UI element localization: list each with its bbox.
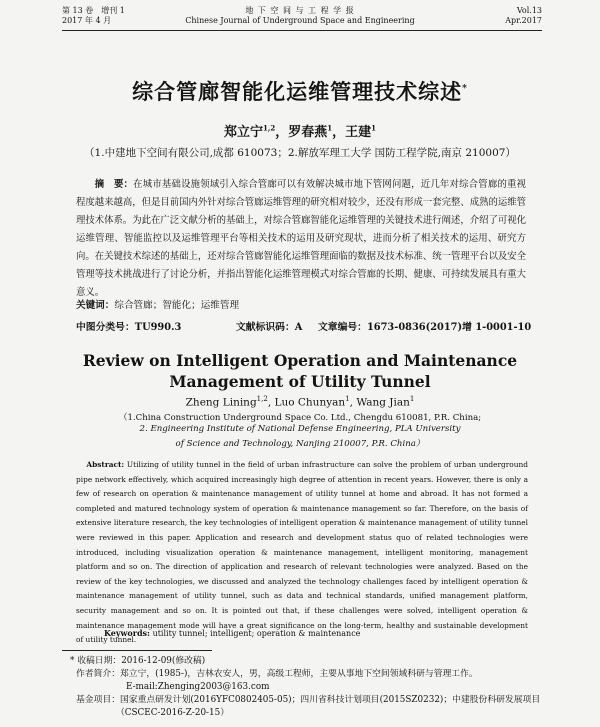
header-rule [62,30,542,31]
affiliation-cn: （1.中建地下空间有限公司,成都 610073；2.解放军理工大学 国防工程学院,南京 210007） [84,147,516,159]
footnote-received: * 收稿日期：2016-12-09(修改稿) [70,656,206,666]
document-code: 文献标识码：A [236,322,303,333]
footnote-email: E-mail:Zhenging2003@163.com [126,682,270,692]
affiliation-en-line2: 2. Engineering Institute of National Defense Engineering, PLA University [139,424,461,434]
title-cn: 综合管廊智能化运维管理技术综述* [132,79,468,104]
title-en-line2: Management of Utility Tunnel [169,372,431,391]
abstract-cn: 摘 要：在城市基础设施领域引入综合管廊可以有效解决城市地下管网问题，近几年对综合管廊的重视程度越来越高，但是目前国内外针对综合管廊运维管理的研究相对较少，还没有形成一套完整、成熟的运维管理技术体系。为此在广泛文献分析的基础上，对综合管廊智能化运维管理的关键技术进行阐述，介绍了可视化运维管理、智能监控以及运维管理平台等相关技术的运用及研究现状，进而分析了相关技术的运用、研究方向。在关键技术综述的基础上，还对综合管廊智能化运维管理面临的数据及技术标准、统一管理平台以及安全管理等技术挑战进行了讨论分析，并指出智能化运维管理模式对综合管廊的长期、健康、可持续发展具有重大意义。 [76,179,527,298]
article-number: 文章编号：1673-0836(2017)增 1-0001-10 [318,322,532,333]
clc-number: 中图分类号：TU990.3 [76,322,182,333]
header-issue: 第 13 卷 增刊 1 2017 年 4 月 [62,6,125,25]
header-journal: 地 下 空 间 与 工 程 学 报 Chinese Journal of Underground Space and Engineering [185,6,415,25]
authors-en: Zheng Lining$^{1,2}$, Luo Chunyan$^1$, Wang Jian$^1$ [185,395,415,409]
footnote-rule [62,650,212,651]
keywords-cn: 关键词：综合管廊；智能化；运维管理 [76,300,240,311]
footnote-fund: 基金项目：国家重点研发计划(2016YFC0802405-05)；四川省科技计划项目(2015SZ0232)；中建股份科研发展项目 [76,695,541,705]
authors-cn: 郑立宁$^{1,2}$，罗春燕$^1$，王建$^1$ [224,123,376,140]
affiliation-en-line3: of Science and Technology, Nanjing 210007, P.R. China） [175,439,425,449]
keywords-en: Keywords: utility tunnel; intelligent; operation & maintenance [104,628,361,638]
footnote-author-info: 作者简介：郑立宁，(1985-)，吉林农安人，男，高级工程师，主要从事地下空间领域科研与管理工作。 [76,669,478,679]
title-en-line1: Review on Intelligent Operation and Maintenance [82,351,518,370]
header-volume: Vol.13 Apr.2017 [505,6,542,25]
footnote-fund-cont: （CSCEC-2016-Z-20-15） [116,708,230,718]
affiliation-en-line1: （1.China Construction Underground Space Co. Ltd., Chengdu 610081, P.R. China; [118,413,482,423]
abstract-en: Abstract: Utilizing of utility tunnel in the field of urban infrastructure can solve the problem of urban underground pipe network effectively, which acquired increasingly high degree of attention in recent years. However, there is only a few of research on operation & maintenance management of utility tunnel at home and abroad. It has not formed a completed and matured technology system of operation & maintenance management so far. Therefore, on the basis of extensive literature research, the key technologies of intelligent operation & maintenance management of utility tunnel were reviewed in this paper. Application and research and development status quo of related technologies were introduced, including visualization operation & maintenance management, intelligent monitoring, management platform and so on. The direction of application and research of relevant technologies were analyzed. Based on the review of the key technologies, we discussed and analyzed the technology challenges faced by intelligent operation & maintenance management of utility tunnel, such as data and technical standards, unified management platform, security management and so on. It is pointed out that, if these challenges were solved, intelligent operation & maintenance management mode will have a great significance on the long-term, healthy and sustainable development of utility tunnel. [76,460,528,645]
